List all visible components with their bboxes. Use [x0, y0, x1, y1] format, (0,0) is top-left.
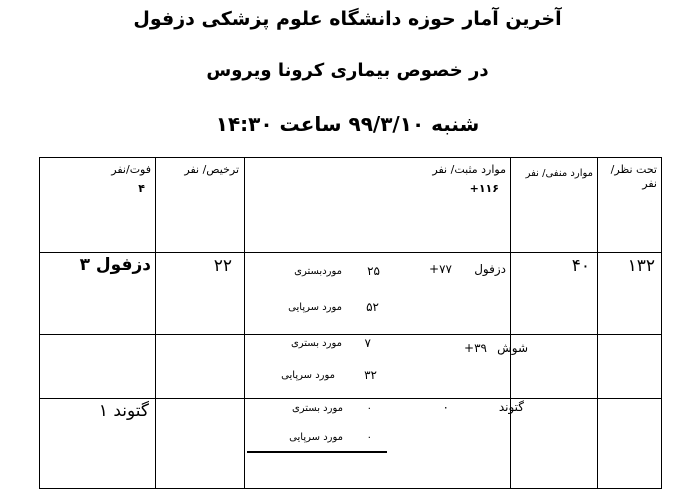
table-border-right — [661, 157, 662, 489]
under-observation-value: ۱۳۲ — [627, 256, 655, 276]
inpatient-label: موردبستری — [294, 266, 342, 277]
city-name: گتوند — [498, 400, 524, 414]
table-border-left — [39, 157, 40, 489]
table-column-divider — [597, 157, 598, 489]
header-positive: موارد مثبت/ نفر — [432, 163, 506, 176]
underline — [247, 451, 387, 453]
table-border-top — [39, 157, 662, 158]
outpatient-label: مورد سرپایی — [289, 432, 343, 443]
outpatient-count: ۰ — [366, 432, 372, 443]
city-name: دزفول — [474, 262, 506, 276]
table-row-divider — [39, 398, 662, 399]
negative-value: ۴۰ — [571, 256, 590, 276]
inpatient-count: ۲۵ — [367, 264, 380, 278]
city-positive-count: ۷۷+ — [429, 262, 452, 276]
deaths-city: گتوند ۱ — [98, 401, 149, 421]
outpatient-label: مورد سرپایی — [288, 302, 342, 313]
header-deaths: فوت/نفر — [111, 163, 151, 176]
inpatient-count: ۷ — [364, 336, 371, 350]
report-date-time: شنبه ۹۹/۳/۱۰ ساعت ۱۴:۳۰ — [215, 112, 480, 136]
city-positive-count: ۳۹+ — [464, 341, 487, 355]
header-negative: موارد منفی/ نفر — [525, 168, 593, 179]
table-row-divider — [39, 334, 662, 335]
table-column-divider — [510, 157, 511, 489]
inpatient-label: مورد بستری — [291, 403, 343, 414]
inpatient-count: ۰ — [366, 403, 372, 414]
city-positive-count: ۰ — [442, 400, 449, 414]
inpatient-label: مورد بستری — [290, 338, 342, 349]
header-positive-total: ۱۱۶+ — [469, 182, 499, 195]
table-row-divider — [39, 252, 662, 253]
report-subtitle: در خصوص بیماری کرونا ویروس — [206, 60, 489, 81]
header-deaths-total: ۴ — [138, 182, 145, 195]
outpatient-count: ۳۲ — [364, 368, 377, 382]
table-column-divider — [244, 157, 245, 489]
deaths-city: دزفول ۳ — [79, 255, 151, 275]
city-name: شوش — [497, 341, 528, 355]
header-discharged: ترخیص/ نفر — [184, 163, 239, 176]
header-under-observation: تحت نظر/ نفر — [610, 163, 657, 190]
table-border-bottom — [39, 488, 662, 489]
discharged-value: ۲۲ — [213, 256, 232, 276]
report-title: آخرین آمار حوزه دانشگاه علوم پزشکی دزفول — [133, 8, 562, 30]
outpatient-count: ۵۲ — [366, 300, 379, 314]
table-column-divider — [155, 157, 156, 489]
outpatient-label: مورد سرپایی — [281, 370, 335, 381]
